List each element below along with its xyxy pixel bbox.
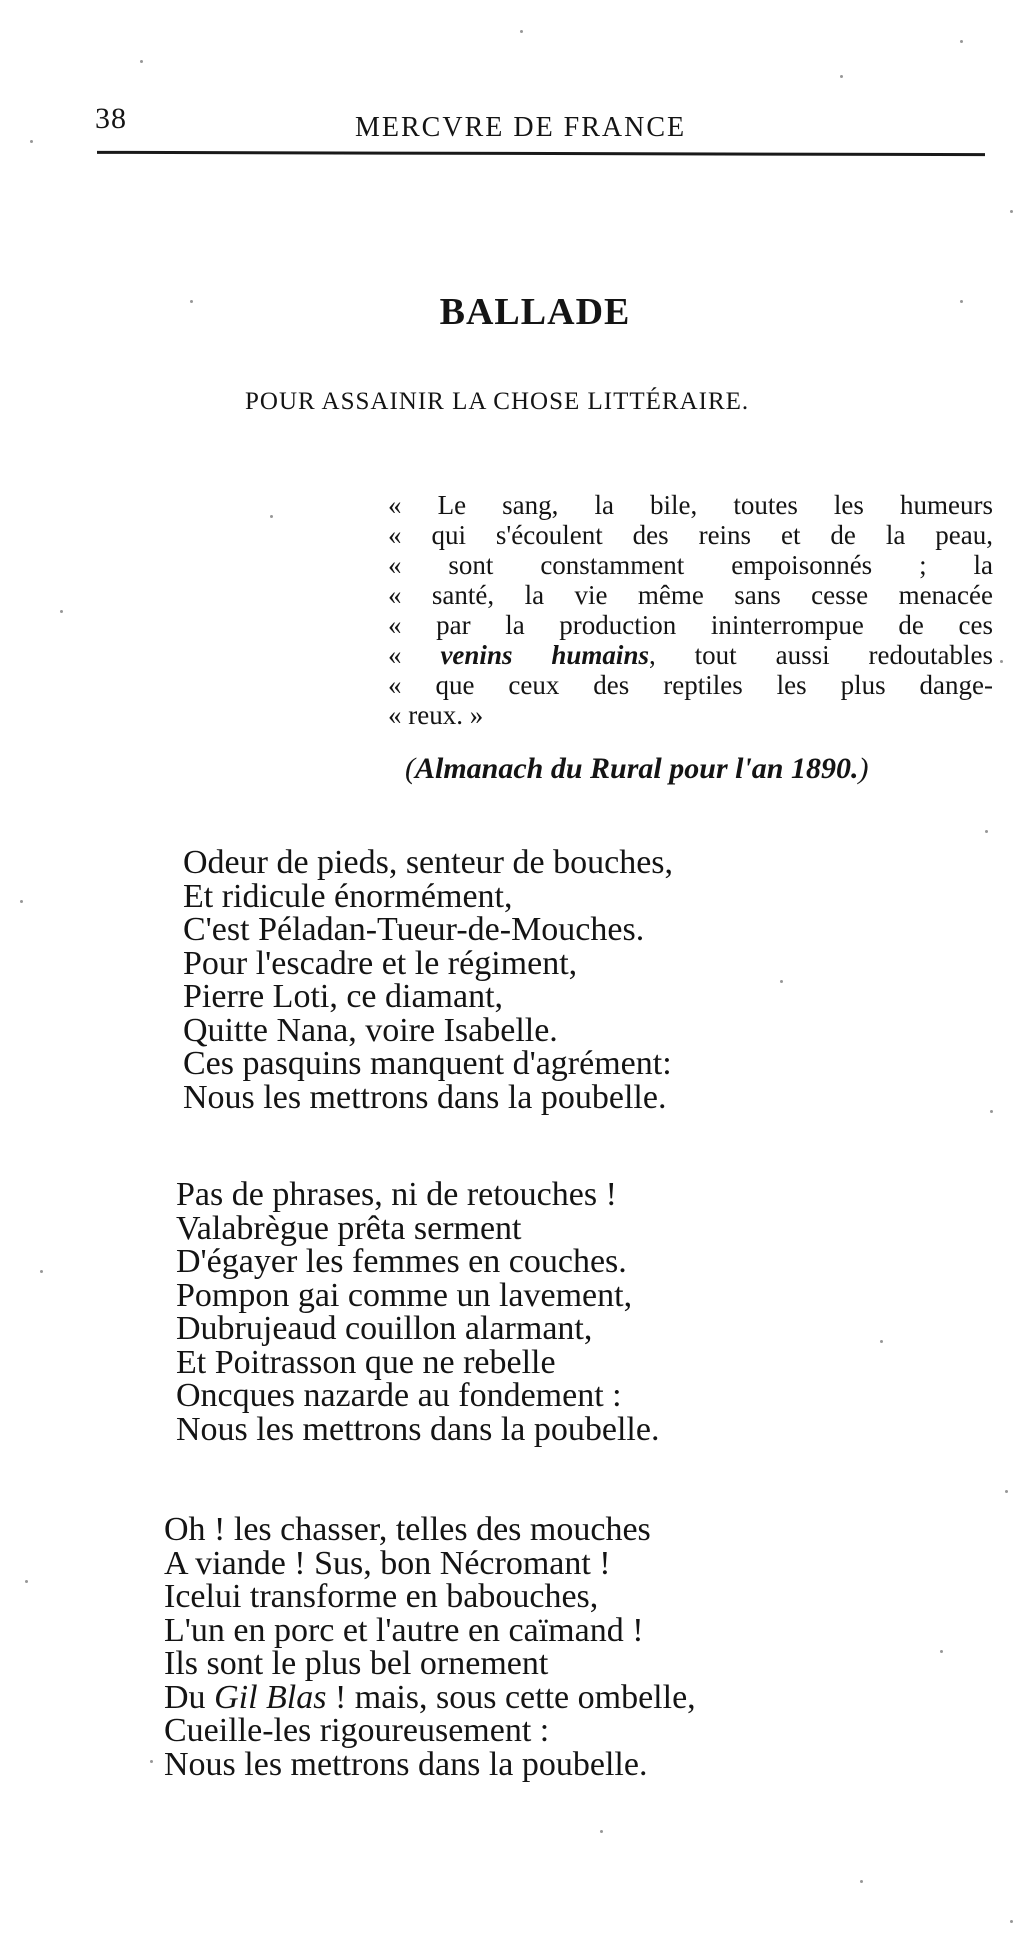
verse-line: Et Poitrasson que ne rebelle xyxy=(176,1343,556,1381)
epigraph-line: « par la production ininterrompue de ces xyxy=(388,610,993,640)
epigraph-line: « reux. » xyxy=(388,700,484,730)
verse-line: Pierre Loti, ce diamant, xyxy=(183,978,504,1015)
epigraph-line: « Le sang, la bile, toutes les humeurs xyxy=(388,490,993,520)
verse-line: A viande ! Sus, bon Nécromant ! xyxy=(164,1544,611,1582)
verse-line: Et ridicule énormément, xyxy=(183,877,513,915)
refrain-line: Nous les mettrons dans la poubelle. xyxy=(164,1745,648,1783)
poem-subtitle: POUR ASSAINIR LA CHOSE LITTÉRAIRE. xyxy=(245,388,750,415)
verse-line: L'un en porc et l'autre en caïmand ! xyxy=(164,1611,644,1649)
stanza-3 xyxy=(164,1513,696,1781)
stanza-2 xyxy=(176,1178,659,1446)
verse-line: Ils sont le plus bel ornement xyxy=(164,1645,549,1682)
epigraph-source: (Almanach du Rural pour l'an 1890.) xyxy=(405,752,869,785)
verse-line: D'égayer les femmes en couches. xyxy=(176,1243,627,1280)
epigraph-line: « sont constamment empoisonnés ; la xyxy=(388,550,993,580)
verse-emphasis: Gil Blas xyxy=(214,1678,327,1716)
verse-line: Dubrujeaud couillon alarmant, xyxy=(176,1310,593,1347)
verse-line: Du Gil Blas ! mais, sous cette ombelle, xyxy=(164,1678,696,1716)
verse-line: Quitte Nana, voire Isabelle. xyxy=(183,1011,558,1049)
verse-line: Valabrègue prêta serment xyxy=(176,1209,522,1247)
epigraph-line: « que ceux des reptiles les plus dange- xyxy=(388,670,993,700)
epigraph xyxy=(388,490,993,730)
verse-line: C'est Péladan-Tueur-de-Mouches. xyxy=(183,911,645,948)
page-header xyxy=(95,100,985,150)
refrain-line: Nous les mettrons dans la poubelle. xyxy=(176,1410,660,1448)
verse-line: Icelui transforme en babouches, xyxy=(164,1578,599,1615)
epigraph-line: « santé, la vie même sans cesse menacée xyxy=(388,580,993,610)
verse-line: Pas de phrases, ni de retouches ! xyxy=(176,1176,617,1213)
poem-title: BALLADE xyxy=(439,291,631,333)
epigraph-emphasis: venins humains xyxy=(440,640,649,670)
verse-line: Pompon gai comme un lavement, xyxy=(176,1276,633,1314)
verse-line: Cueille-les rigoureusement : xyxy=(164,1712,550,1749)
verse-line: Pour l'escadre et le régiment, xyxy=(183,944,578,982)
page-number: 38 xyxy=(95,102,127,135)
refrain-line: Nous les mettrons dans la poubelle. xyxy=(183,1078,667,1116)
running-head: MERCVRE DE FRANCE xyxy=(355,112,687,143)
verse-line: Ces pasquins manquent d'agrément: xyxy=(183,1045,672,1082)
verse-line: Oncques nazarde au fondement : xyxy=(176,1377,622,1414)
stanza-1 xyxy=(183,846,673,1114)
epigraph-line: « venins humains, tout aussi redoutables xyxy=(388,640,993,670)
verse-line: Oh ! les chasser, telles des mouches xyxy=(164,1511,651,1548)
verse-line: Odeur de pieds, senteur de bouches, xyxy=(183,844,674,881)
epigraph-line: « qui s'écoulent des reins et de la peau, xyxy=(388,520,993,550)
header-rule xyxy=(97,151,985,156)
